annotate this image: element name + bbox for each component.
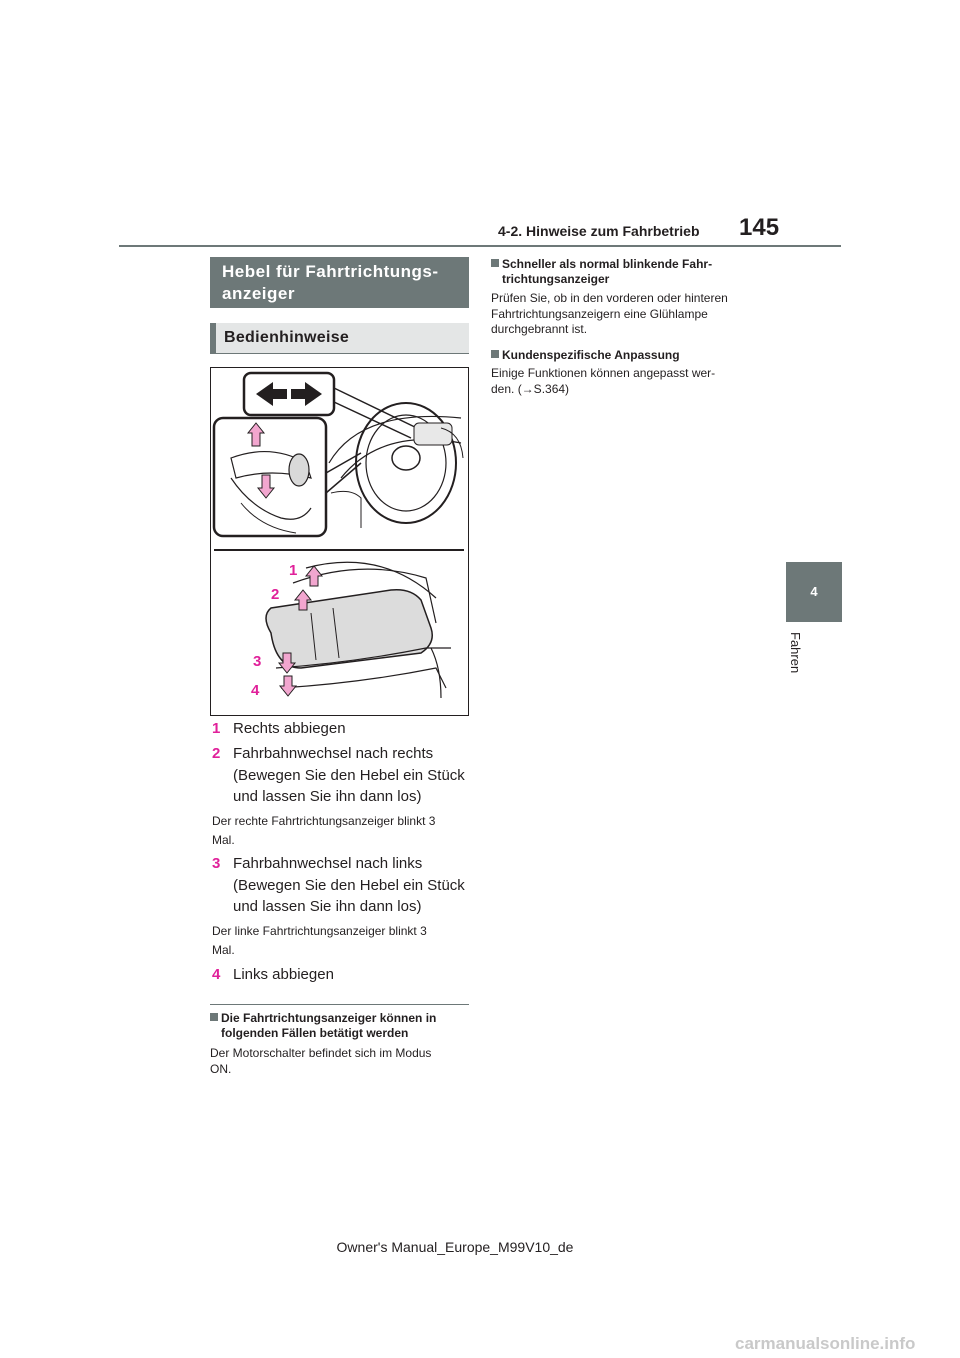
step-text-cont: (Bewegen Sie den Hebel ein Stück [233, 876, 465, 894]
chapter-tab-label: Fahren [788, 632, 803, 674]
section-title-line1: Hebel für Fahrtrichtungs- [222, 262, 439, 281]
info-text-conditions [210, 1046, 431, 1077]
info-text-line: Einige Funktionen können angepasst wer- [491, 366, 716, 380]
callout-4: 4 [251, 682, 260, 699]
note-line: Mal. [212, 833, 235, 847]
section-title [210, 257, 469, 308]
running-header-title: 4-2. Hinweise zum Fahrbetrieb [498, 223, 700, 239]
subsection-bar [210, 323, 216, 354]
step-text-cont: und lassen Sie ihn dann los) [233, 788, 422, 805]
document-footer: Owner's Manual_Europe_M99V10_de [336, 1239, 574, 1255]
bullet-square-icon [491, 350, 499, 358]
step-number: 2 [212, 745, 221, 762]
lever-diagram [211, 368, 468, 715]
chapter-tab: 4 [786, 562, 842, 622]
page-reference-link[interactable]: den. (→S.364) [491, 381, 570, 396]
page-number: 145 [739, 214, 780, 241]
header-rule [119, 245, 841, 247]
callout-2: 2 [271, 586, 280, 603]
info-text-line: ON. [210, 1061, 232, 1076]
info-text-line: Der Motorschalter befindet sich im Modus [210, 1046, 432, 1060]
step-number: 1 [212, 720, 221, 737]
step-3 [212, 853, 465, 918]
info-text-line: Prüfen Sie, ob in den vorderen oder hinteren [491, 291, 728, 305]
subsection-title: Bedienhinweise [224, 329, 350, 346]
info-title-line: Die Fahrtrichtungsanzeiger können in [221, 1011, 437, 1025]
step-2 [212, 743, 465, 808]
step-text: Fahrbahnwechsel nach rechts [233, 745, 434, 762]
bullet-square-icon [210, 1013, 218, 1021]
step-4 [212, 964, 334, 986]
step-number: 4 [212, 966, 221, 983]
arrow-4-icon [280, 676, 296, 696]
info-title-fast-blink [491, 257, 712, 287]
step-text-cont: (Bewegen Sie den Hebel ein Stück [233, 766, 465, 784]
bullet-square-icon [491, 259, 499, 267]
step-text: Fahrbahnwechsel nach links [233, 855, 423, 872]
info-title-conditions [210, 1011, 436, 1041]
step-text: Rechts abbiegen [233, 720, 346, 737]
info-title-line: Schneller als normal blinkende Fahr- [502, 257, 713, 271]
note-line: Der rechte Fahrtrichtungsanzeiger blinkt 3 [212, 814, 436, 828]
info-text-line: Fahrtrichtungsanzeigern eine Glühlampe [491, 306, 708, 321]
callout-1: 1 [289, 562, 298, 579]
step-1 [212, 718, 346, 740]
step-number: 3 [212, 855, 221, 872]
watermark: carmanualsonline.info [735, 1334, 916, 1353]
info-title-line: Kundenspezifische Anpassung [502, 348, 680, 362]
info-title-customization [491, 348, 680, 363]
note-step-2 [212, 812, 467, 850]
info-text-fast-blink [491, 291, 728, 338]
info-title-line: folgenden Fällen betätigt werden [221, 1026, 409, 1040]
arrow-1-icon [306, 566, 322, 586]
step-text: Links abbiegen [233, 966, 334, 983]
note-line: Der linke Fahrtrichtungsanzeiger blinkt 3 [212, 924, 427, 938]
step-text-cont: und lassen Sie ihn dann los) [233, 898, 422, 915]
info-divider [210, 1004, 469, 1005]
info-text-line: durchgebrannt ist. [491, 322, 588, 336]
turn-signal-lever-illustration [210, 367, 469, 716]
info-title-line: trichtungsanzeiger [502, 272, 610, 286]
callout-3: 3 [253, 653, 262, 670]
subsection-header [210, 323, 469, 354]
note-line: Mal. [212, 943, 235, 957]
info-text-customization [491, 366, 715, 397]
note-step-3 [212, 922, 467, 960]
section-title-line2: anzeiger [222, 284, 295, 303]
